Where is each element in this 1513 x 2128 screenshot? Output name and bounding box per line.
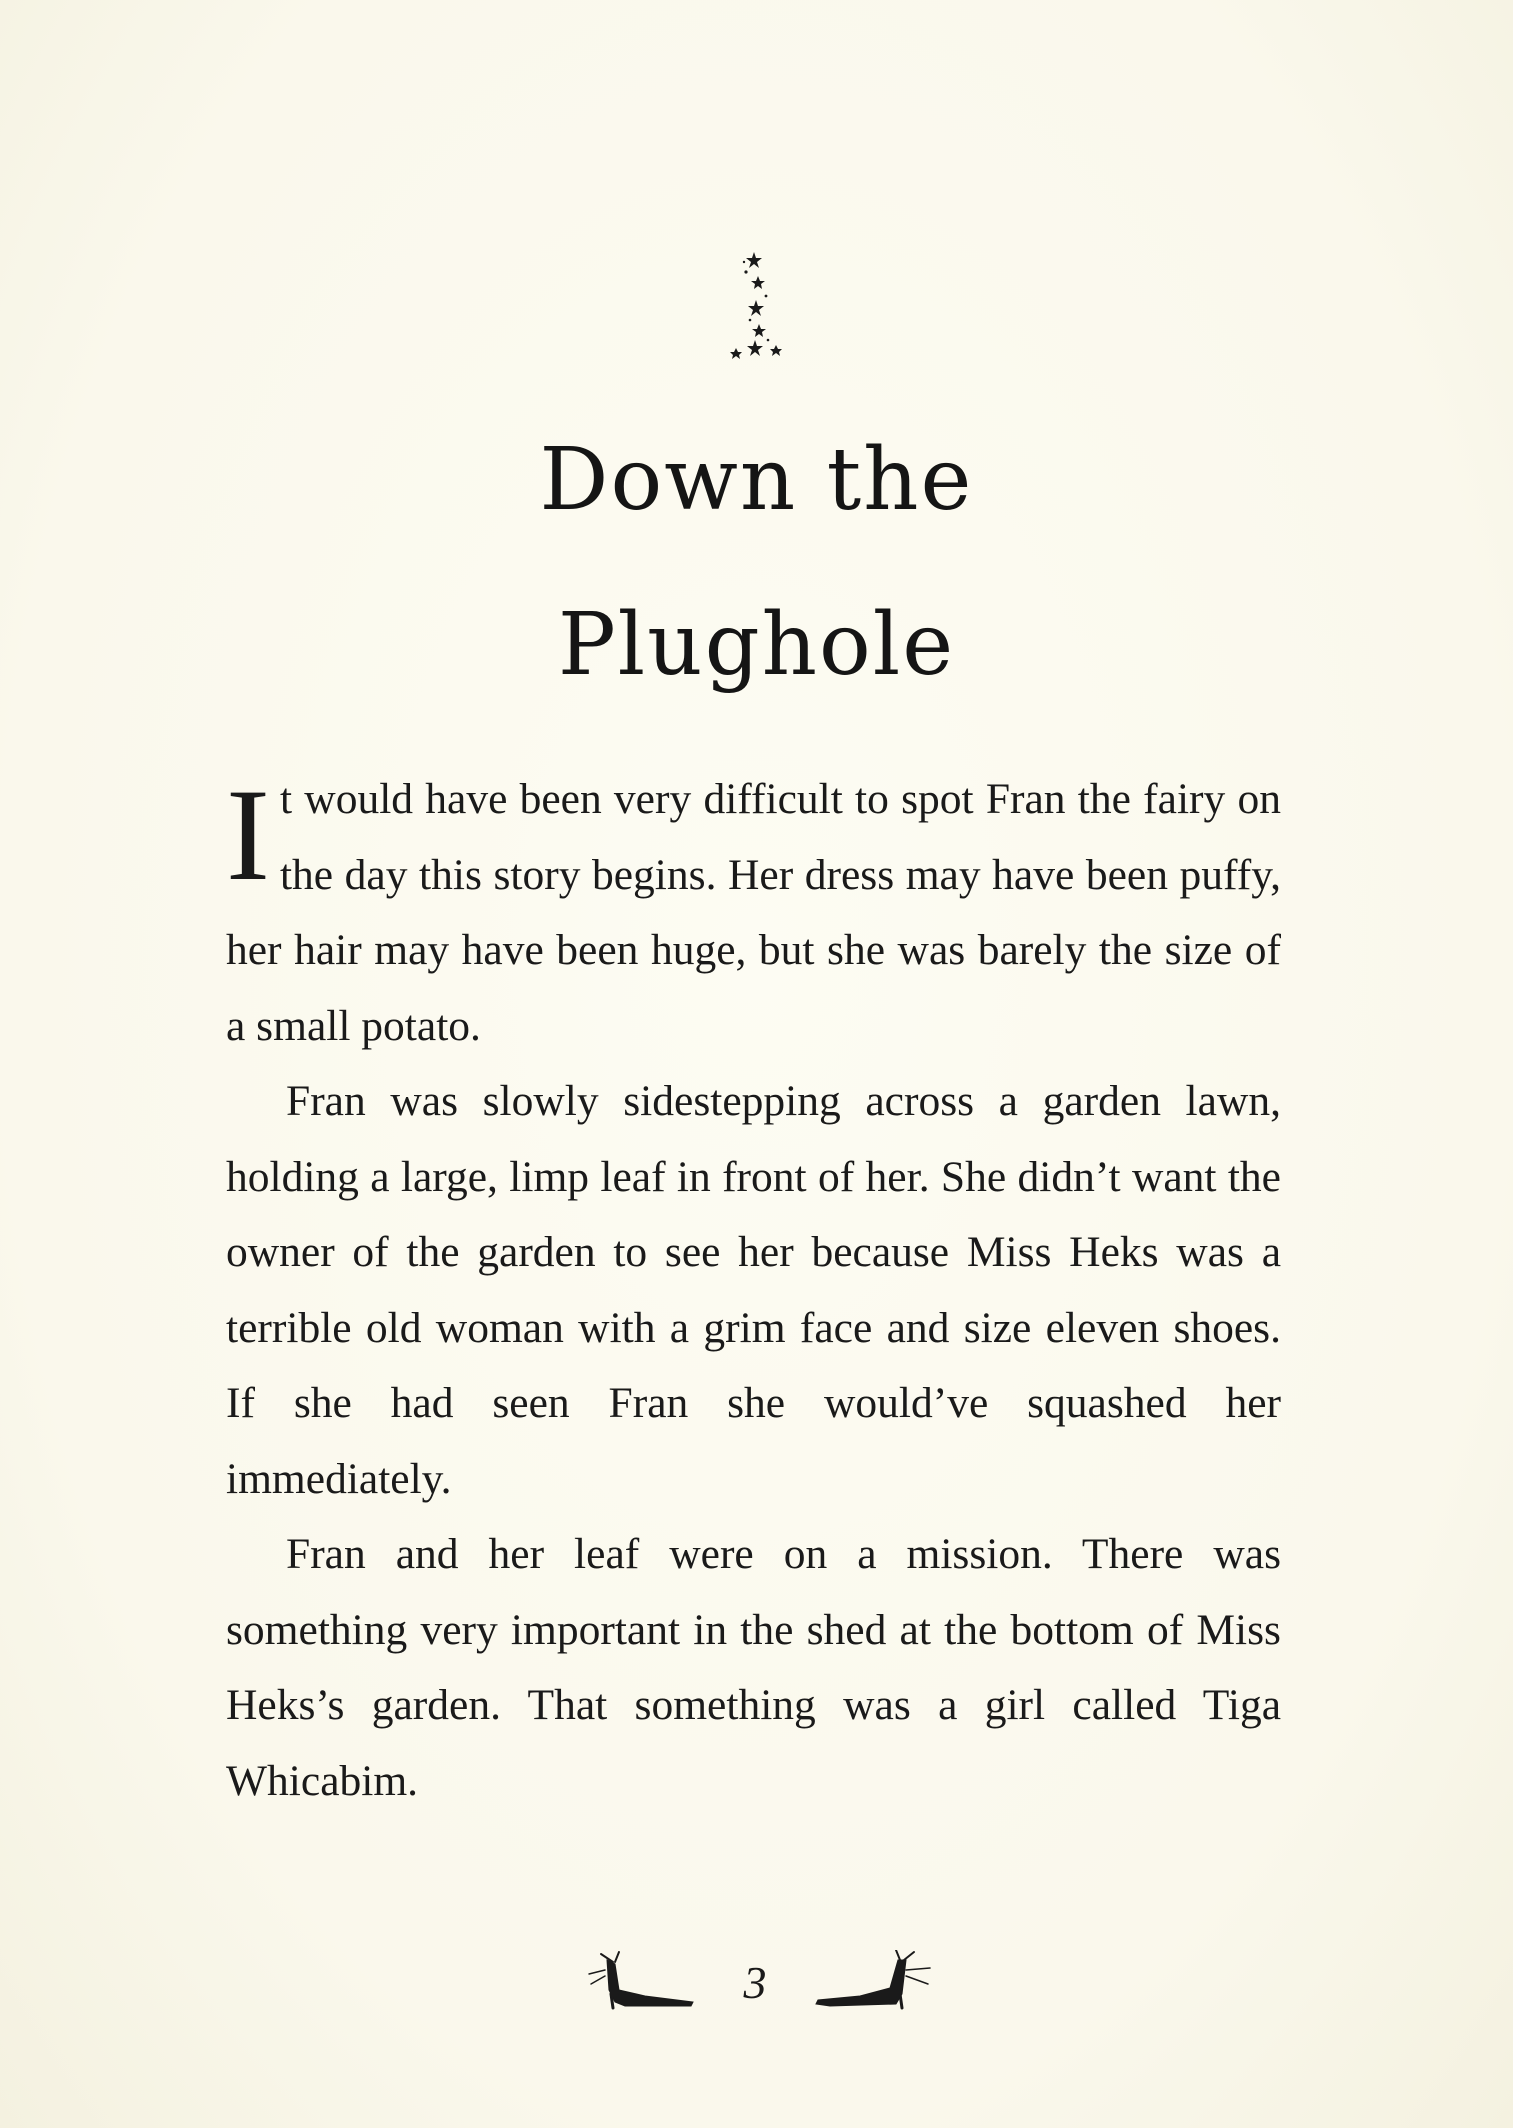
page-number: 3 <box>743 1957 767 2008</box>
drop-cap: I <box>226 761 270 908</box>
paragraph-1-text: t would have been very difficult to spot Fran the fairy on the day this story begins. Her dress may have been puffy, her hair may have been huge, but she was barely the size of a small potato. <box>226 775 1281 1050</box>
chapter-title-line-1: Down the <box>539 430 974 530</box>
witch-shoe-right-icon <box>810 1950 935 2010</box>
paragraph-1 <box>226 762 1281 1064</box>
witch-shoe-left-icon <box>585 1950 700 2010</box>
page-footer <box>0 1950 1513 2020</box>
paragraph-3: Fran and her leaf were on a mission. There was something very important in the shed at the bottom of Miss Heks’s garden. That something was a girl called Tiga Whicabim. <box>226 1530 1281 1805</box>
paragraph-2: Fran was slowly sidestepping across a garden lawn, holding a large, limp leaf in front of her. She didn’t want the owner of the garden to see her because Miss Heks was a terrible old woman with a grim face and size eleven shoes. If she had seen Fran she would’ve squashed her immediately. <box>226 1077 1281 1503</box>
chapter-text <box>226 762 1281 1819</box>
chapter-number-star-icon <box>706 250 806 365</box>
chapter-title-line-2: Plughole <box>557 595 956 695</box>
